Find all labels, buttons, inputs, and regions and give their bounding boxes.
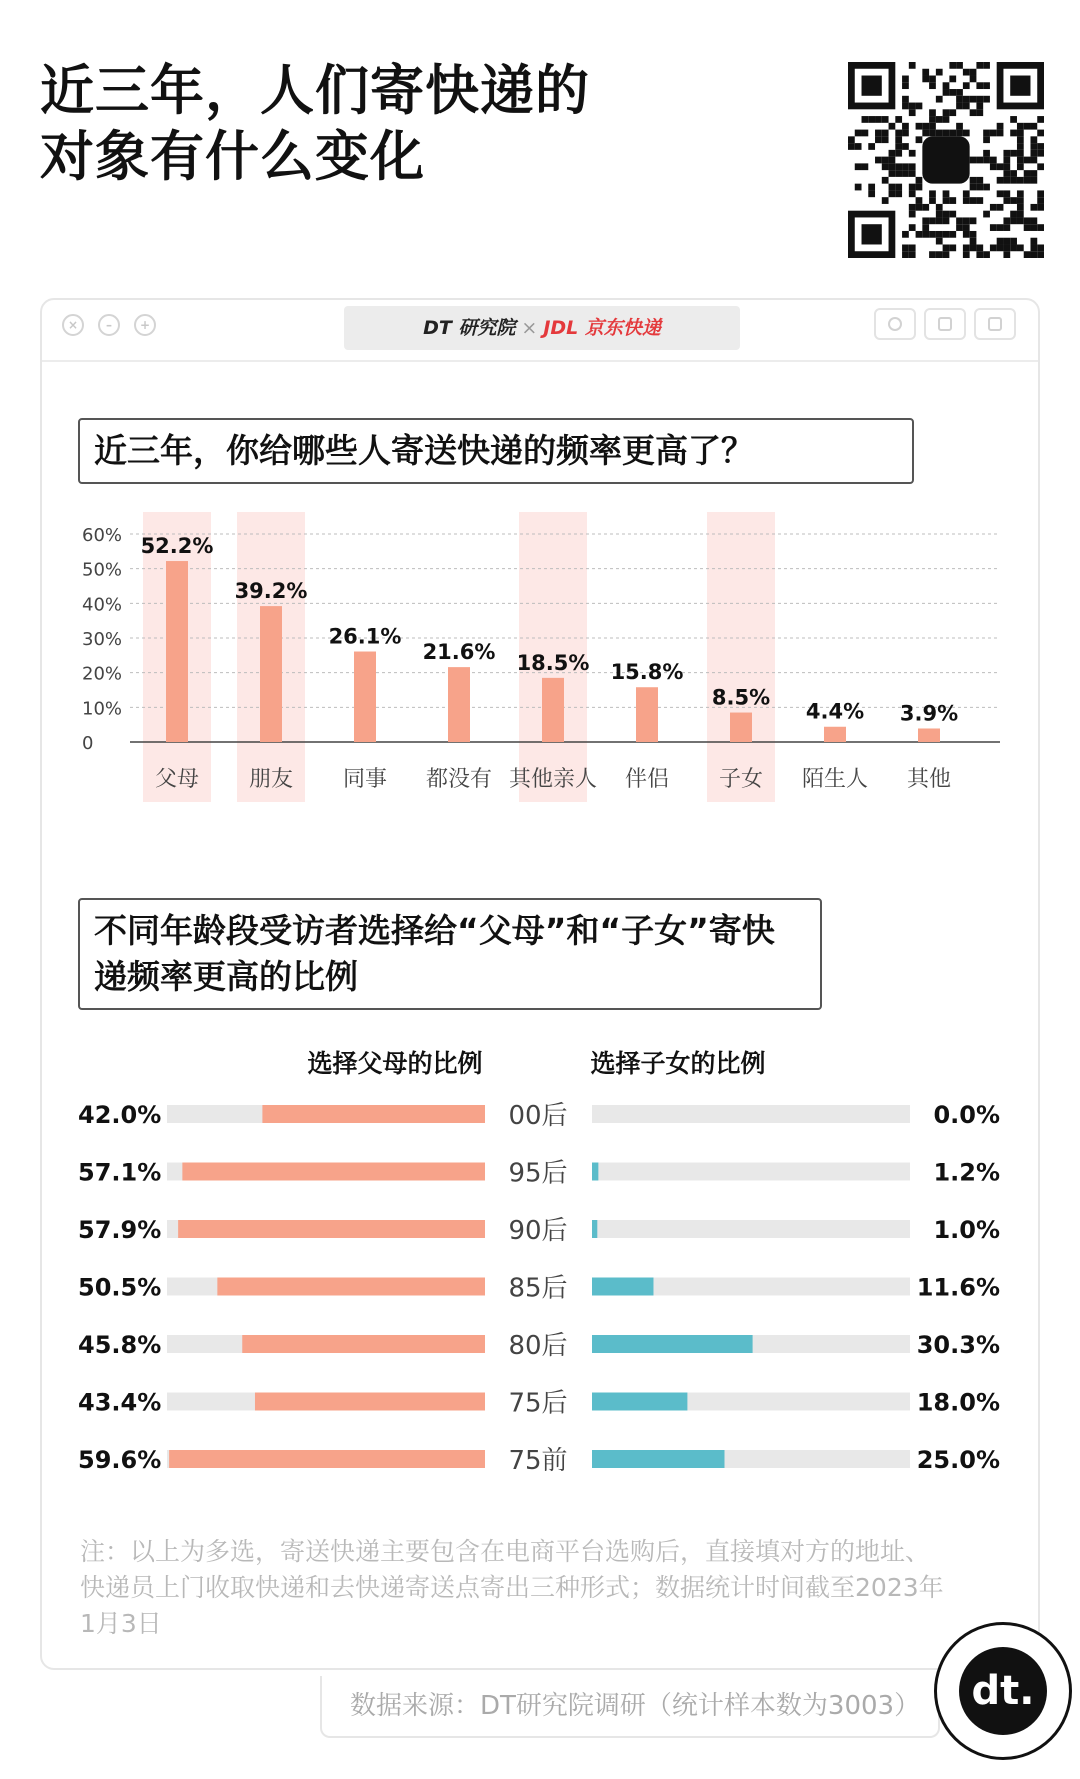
age-group-label: 95后: [508, 1158, 568, 1189]
page-title-line1: 近三年，人们寄快递的: [40, 59, 590, 122]
bar: [824, 727, 846, 742]
children-bar: [592, 1278, 653, 1296]
y-tick-label: 50%: [82, 559, 123, 581]
bar: [166, 561, 188, 742]
footnote: 注：以上为多选，寄送快递主要包含在电商平台选购后，直接填对方的地址、快递员上门收取快递和去快递寄送点寄出三种形式；数据统计时间截至2023年1月3日: [80, 1537, 944, 1638]
y-tick-label: 10%: [82, 698, 123, 720]
category-label: 陌生人: [801, 767, 869, 792]
age-group-label: 80后: [508, 1331, 568, 1361]
y-tick-label: 0: [82, 733, 94, 754]
parents-value-label: 50.5%: [78, 1273, 162, 1302]
data-source: 数据来源：DT研究院调研（统计样本数为3003）: [350, 1691, 921, 1721]
category-label: 都没有: [425, 767, 493, 792]
children-bar: [592, 1450, 725, 1468]
category-label: 父母: [154, 767, 200, 792]
children-track: [592, 1163, 910, 1181]
category-label: 朋友: [248, 767, 294, 792]
children-value-label: 18.0%: [916, 1388, 1000, 1417]
window-title-bar: [42, 300, 1038, 362]
parents-value-label: 57.9%: [78, 1216, 162, 1244]
share-icon[interactable]: [924, 308, 966, 340]
bar-value-label: 52.2%: [140, 534, 214, 559]
bar-value-label: 21.6%: [422, 640, 496, 665]
vertical-bar-chart: [70, 512, 1010, 812]
children-track: [592, 1220, 910, 1238]
copy-icon[interactable]: [974, 308, 1016, 340]
parents-value-label: 42.0%: [78, 1101, 162, 1129]
bar-value-label: 8.5%: [711, 685, 771, 710]
age-group-label: 90后: [508, 1216, 568, 1246]
parents-value-label: 57.1%: [78, 1158, 162, 1187]
highlight-band: [707, 512, 775, 802]
parents-bar: [217, 1278, 485, 1296]
brand-dt: DT 研究院: [423, 317, 516, 339]
category-label: 同事: [342, 767, 388, 792]
bar: [354, 652, 376, 742]
children-value-label: 30.3%: [916, 1331, 1000, 1359]
children-bar: [592, 1220, 597, 1238]
parents-bar: [169, 1450, 485, 1468]
brand-separator: ×: [521, 317, 538, 339]
parents-bar: [242, 1335, 485, 1353]
y-tick-label: 20%: [82, 663, 123, 685]
page-title-line2: 对象有什么变化: [40, 125, 425, 188]
age-group-label: 75前: [508, 1446, 568, 1476]
children-track: [592, 1105, 910, 1123]
age-group-label: 75后: [508, 1388, 568, 1419]
parents-bar: [182, 1163, 485, 1181]
children-value-label: 25.0%: [916, 1446, 1000, 1474]
parents-value-label: 45.8%: [78, 1331, 162, 1359]
bar: [542, 678, 564, 742]
bar: [730, 713, 752, 742]
age-group-label: 00后: [508, 1101, 568, 1131]
children-value-label: 0.0%: [933, 1101, 1000, 1129]
y-tick-label: 40%: [82, 594, 123, 616]
parents-value-label: 43.4%: [78, 1388, 162, 1417]
y-tick-label: 30%: [82, 629, 123, 650]
close-icon[interactable]: ×: [62, 314, 84, 336]
record-icon[interactable]: [874, 308, 916, 340]
page-title: [40, 58, 590, 190]
age-comparison-chart: [0, 1040, 1080, 1480]
children-series-label: 选择子女的比例: [590, 1049, 766, 1078]
children-value-label: 1.0%: [933, 1216, 1000, 1244]
maximize-icon[interactable]: +: [134, 314, 156, 336]
children-bar: [592, 1163, 598, 1181]
parents-bar: [178, 1220, 485, 1238]
bar-value-label: 15.8%: [610, 660, 684, 685]
category-label: 伴侣: [624, 767, 670, 792]
bar: [260, 606, 282, 742]
brand-jdl: JDL 京东快递: [543, 317, 661, 339]
category-label: 其他: [906, 767, 952, 792]
children-bar: [592, 1335, 753, 1353]
minimize-icon[interactable]: –: [98, 314, 120, 336]
children-value-label: 11.6%: [916, 1273, 1000, 1302]
chart1-title: 近三年，你给哪些人寄送快递的频率更高了？: [78, 418, 914, 484]
chart2-title: 不同年龄段受访者选择给“父母”和“子女”寄快递频率更高的比例: [78, 898, 822, 1010]
brand-tab: [344, 306, 740, 350]
bar-value-label: 18.5%: [516, 650, 590, 675]
bar: [448, 667, 470, 742]
children-value-label: 1.2%: [933, 1158, 1000, 1187]
bar-value-label: 39.2%: [234, 579, 308, 604]
y-tick-label: 60%: [82, 525, 123, 546]
children-bar: [592, 1393, 687, 1411]
parents-bar: [255, 1393, 485, 1411]
parents-value-label: 59.6%: [78, 1446, 162, 1474]
parents-bar: [262, 1105, 485, 1123]
dt-logo-badge: [934, 1622, 1072, 1760]
bar-value-label: 26.1%: [328, 624, 402, 649]
dt-logo-icon: dt.: [959, 1647, 1047, 1735]
category-label: 其他亲人: [508, 767, 598, 792]
bar-value-label: 4.4%: [805, 699, 865, 724]
bar-value-label: 3.9%: [899, 701, 959, 726]
parents-series-label: 选择父母的比例: [307, 1049, 483, 1078]
category-label: 子女: [718, 767, 764, 792]
bar: [636, 687, 658, 742]
bar: [918, 728, 940, 742]
qr-code-icon: [848, 62, 1044, 258]
age-group-label: 85后: [508, 1273, 568, 1304]
